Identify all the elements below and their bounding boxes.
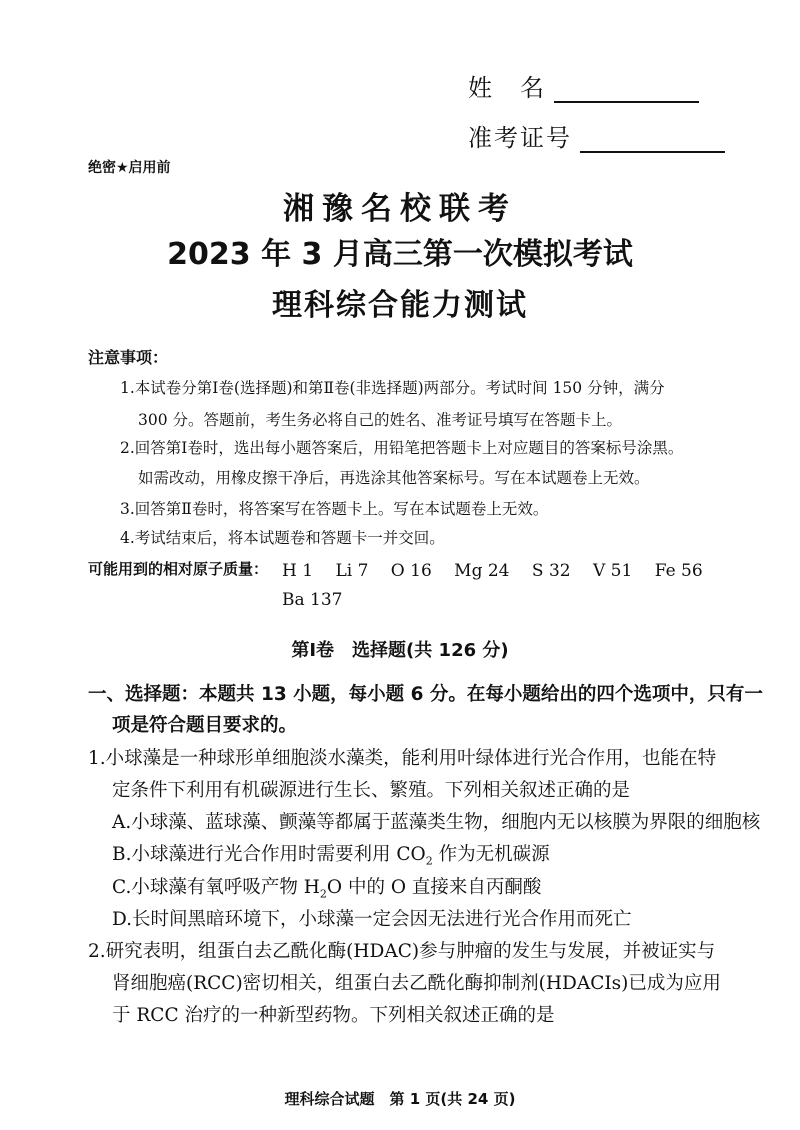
part-instructions: 一、选择题：本题共 13 小题，每小题 6 分。在每小题给出的四个选项中，只有一 xyxy=(88,684,763,705)
question-1-stem: 1.小球藻是一种球形单细胞淡水藻类，能利用叶绿体进行光合作用，也能在特 xyxy=(88,748,717,769)
question-1-option-a: A.小球藻、蓝球藻、颤藻等都属于蓝藻类生物，细胞内无以核膜为界限的细胞核 xyxy=(112,812,761,833)
section-title: 第Ⅰ卷 选择题(共 126 分) xyxy=(291,640,509,661)
exam-id-label: 准考证号 xyxy=(468,124,572,152)
name-label: 姓 名 xyxy=(468,74,546,102)
notice-item: 3.回答第Ⅱ卷时，将答案写在答题卡上。写在本试题卷上无效。 xyxy=(120,500,549,518)
exam-title-line1: 湘豫名校联考 xyxy=(283,191,517,227)
question-2-stem-2: 肾细胞癌(RCC)密切相关，组蛋白去乙酰化酶抑制剂(HDACIs)已成为应用 xyxy=(112,973,721,994)
exam-title-line3: 理科综合能力测试 xyxy=(272,288,528,323)
exam-title-line2: 2023 年 3 月高三第一次模拟考试 xyxy=(167,237,633,272)
question-1-option-d: D.长时间黑暗环境下，小球藻一定会因无法进行光合作用而死亡 xyxy=(112,909,632,930)
exam-id-field xyxy=(468,118,725,153)
notice-heading: 注意事项： xyxy=(88,348,169,367)
notice-item: 4.考试结束后，将本试题卷和答题卡一并交回。 xyxy=(120,529,445,547)
question-1-option-c: C.小球藻有氧呼吸产物 $H_2O$ 中的 O 直接来自丙酮酸 xyxy=(112,877,542,901)
page-footer: 理科综合试题 第 1 页(共 24 页) xyxy=(284,1090,516,1108)
name-blank xyxy=(554,75,699,103)
name-field xyxy=(468,68,699,103)
notice-item: 1.本试卷分第Ⅰ卷(选择题)和第Ⅱ卷(非选择题)两部分。考试时间 150 分钟，满分 xyxy=(120,379,665,397)
question-2-stem: 2.研究表明，组蛋白去乙酰化酶(HDAC)参与肿瘤的发生与发展，并被证实与 xyxy=(88,941,716,962)
atomic-mass-values: H 1 Li 7 O 16 Mg 24 S 32 V 51 Fe 56 xyxy=(282,561,703,581)
notice-item: 300 分。答题前，考生务必将自己的姓名、准考证号填写在答题卡上。 xyxy=(138,411,623,429)
exam-id-blank xyxy=(580,125,725,153)
secret-label: 绝密★启用前 xyxy=(88,160,171,176)
atomic-mass-label: 可能用到的相对原子质量： xyxy=(88,560,269,578)
question-1-stem-2: 定条件下利用有机碳源进行生长、繁殖。下列相关叙述正确的是 xyxy=(112,780,631,801)
notice-item: 2.回答第Ⅰ卷时，选出每小题答案后，用铅笔把答题卡上对应题目的答案标号涂黑。 xyxy=(120,439,684,457)
question-2-stem-3: 于 RCC 治疗的一种新型药物。下列相关叙述正确的是 xyxy=(112,1005,555,1026)
question-1-option-b: B.小球藻进行光合作用时需要利用 $CO_2$ 作为无机碳源 xyxy=(112,844,550,868)
notice-item: 如需改动，用橡皮擦干净后，再选涂其他答案标号。写在本试题卷上无效。 xyxy=(138,469,650,487)
atomic-mass-values-2: Ba 137 xyxy=(282,590,343,610)
part-instructions-2: 项是符合题目要求的。 xyxy=(112,715,298,736)
